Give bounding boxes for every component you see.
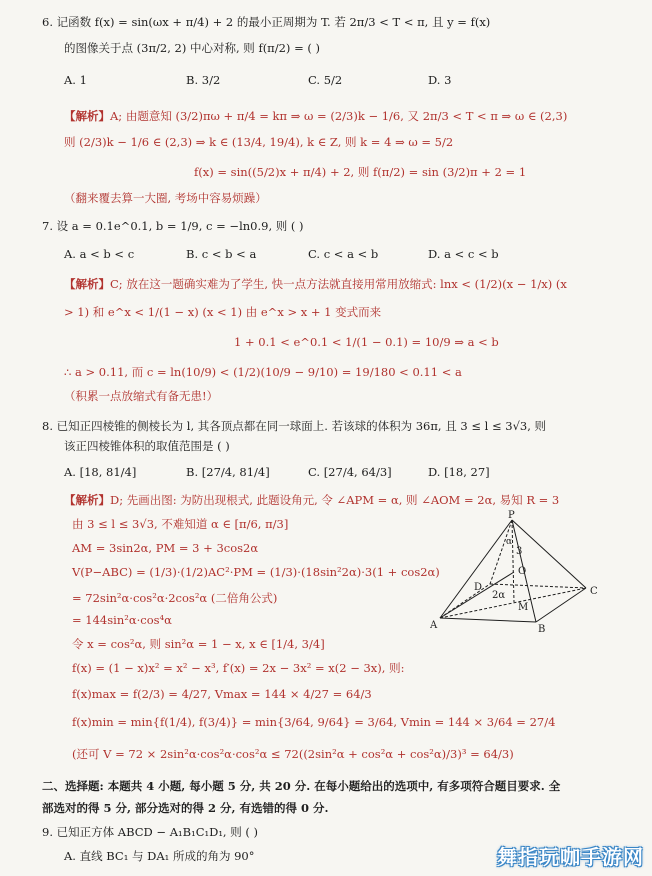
q7-note: （积累一点放缩式有备无患!）	[64, 389, 219, 403]
q6-analysis-line3: f(x) = sin((5/2)x + π/4) + 2, 则 f(π/2) = sin (3/2)π + 2 = 1	[194, 165, 527, 179]
q6-analysis-line2: 则 (2/3)k − 1/6 ∈ (2,3) ⇒ k ∈ (13/4, 19/4), k ∈ Z, 则 k = 4 ⇒ ω = 5/2	[64, 135, 454, 149]
q8-option-b: B. [27/4, 81/4]	[186, 465, 270, 479]
q8-line-7: f(x) = (1 − x)x² = x² − x³, f′(x) = 2x − 3x² = x(2 − 3x), 则:	[72, 661, 405, 675]
q8-analysis-line1	[64, 492, 559, 508]
q8-line-1: 由 3 ≤ l ≤ 3√3, 不难知道 α ∈ [π/6, π/3]	[72, 517, 289, 531]
label-d: D	[474, 582, 483, 593]
label-m: M	[518, 602, 529, 613]
q8-line-2: AM = 3sin2α, PM = 3 + 3cos2α	[72, 541, 259, 555]
q7-option-c: C. c < a < b	[308, 247, 379, 261]
q6-stem-line2: 的图像关于点 (3π/2, 2) 中心对称, 则 f(π/2) = ( )	[64, 41, 320, 55]
base-edge-bc	[536, 588, 586, 622]
section2-line1: 二、选择题: 本题共 4 小题, 每小题 5 分, 共 20 分. 在每小题给出的选项中, 有多项符合题目要求. 全	[42, 779, 561, 793]
label-c: C	[590, 586, 598, 597]
q7-analysis-text1: C; 放在这一题确实难为了学生, 快一点方法就直接用常用放缩式: lnx < (1/2)(x − 1/x) (x	[110, 277, 567, 291]
label-b: B	[538, 624, 546, 634]
q6-note: （翻来覆去算一大圈, 考场中容易烦躁）	[64, 191, 267, 205]
q8-stem-line2: 该正四棱锥体积的取值范围是 ( )	[64, 439, 230, 453]
base-edge-ab	[440, 618, 536, 622]
q7-analysis-tag: 【解析】	[64, 277, 110, 291]
label-o: O	[518, 566, 527, 577]
q7-stem: 7. 设 a = 0.1e^0.1, b = 1/9, c = −ln0.9, 则 ( )	[42, 219, 304, 233]
lateral-edge-pa	[440, 520, 512, 618]
q6-option-b: B. 3/2	[186, 73, 221, 87]
base-edge-dc	[490, 584, 586, 588]
q6-stem-line1: 6. 记函数 f(x) = sin(ωx + π/4) + 2 的最小正周期为 T. 若 2π/3 < T < π, 且 y = f(x)	[42, 15, 491, 29]
q8-option-c: C. [27/4, 64/3]	[308, 465, 392, 479]
q6-analysis-text1: A; 由题意知 (3/2)πω + π/4 = kπ ⇒ ω = (2/3)k − 1/6, 又 2π/3 < T < π ⇒ ω ∈ (2,3)	[110, 109, 568, 123]
q8-line-4: = 72sin²α·cos²α·2cos²α (二倍角公式)	[72, 591, 278, 605]
q6-option-a: A. 1	[64, 73, 87, 87]
q8-line-8: f(x)max = f(2/3) = 4/27, Vmax = 144 × 4/27 = 64/3	[72, 687, 372, 701]
q8-stem-line1: 8. 已知正四棱锥的侧棱长为 l, 其各顶点都在同一球面上. 若该球的体积为 36π, 且 3 ≤ l ≤ 3√3, 则	[42, 419, 547, 433]
label-p: P	[508, 510, 515, 521]
q8-line-3: V(P−ABC) = (1/3)·(1/2)AC²·PM = (1/3)·(18sin²2α)·3(1 + cos2α)	[72, 565, 440, 579]
q8-line-6: 令 x = cos²α, 则 sin²α = 1 − x, x ∈ [1/4, 3/4]	[72, 637, 325, 651]
q9-stem: 9. 已知正方体 ABCD − A₁B₁C₁D₁, 则 ( )	[42, 825, 259, 839]
pyramid-figure	[430, 510, 610, 634]
q7-option-b: B. c < b < a	[186, 247, 257, 261]
section2-line2: 部选对的得 5 分, 部分选对的得 2 分, 有选错的得 0 分.	[42, 801, 329, 815]
q7-analysis-line4: ∴ a > 0.11, 而 c = ln(10/9) < (1/2)(10/9 − 9/10) = 19/180 < 0.11 < a	[64, 365, 462, 379]
q6-option-d: D. 3	[428, 73, 452, 87]
q8-line-5: = 144sin²α·cos⁴α	[72, 613, 172, 627]
q8-analysis-text1: D; 先画出图: 为防出现根式, 此题设角元, 令 ∠APM = α, 则 ∠AOM = 2α, 易知 R = 3	[110, 493, 560, 507]
q8-option-a: A. [18, 81/4]	[64, 465, 137, 479]
q6-option-c: C. 5/2	[308, 73, 343, 87]
label-three: 3	[516, 546, 523, 557]
label-two-alpha: 2α	[492, 590, 506, 601]
q7-analysis-line2: > 1) 和 e^x < 1/(1 − x) (x < 1) 由 e^x > x + 1 变式而来	[64, 305, 382, 319]
q7-option-a: A. a < b < c	[64, 247, 135, 261]
q6-analysis-line1	[64, 108, 567, 124]
lateral-edge-pd	[490, 520, 512, 584]
site-watermark: 舞指玩咖手游网	[497, 845, 644, 869]
lateral-edge-pc	[512, 520, 586, 588]
q7-option-d: D. a < c < b	[428, 247, 499, 261]
label-a: A	[430, 620, 438, 631]
q8-line-9: f(x)min = min{f(1/4), f(3/4)} = min{3/64, 9/64} = 3/64, Vmin = 144 × 3/64 = 27/4	[72, 715, 556, 729]
q8-analysis-tag: 【解析】	[64, 493, 110, 507]
q7-analysis-line3: 1 + 0.1 < e^0.1 < 1/(1 − 0.1) = 10/9 ⇒ a < b	[234, 335, 499, 349]
q7-analysis-line1	[64, 276, 567, 292]
q8-line-10: (还可 V = 72 × 2sin²α·cos²α·cos²α ≤ 72((2sin²α + cos²α + cos²α)/3)³ = 64/3)	[72, 747, 514, 761]
q6-analysis-tag: 【解析】	[64, 109, 110, 123]
q9-option-a: A. 直线 BC₁ 与 DA₁ 所成的角为 90°	[64, 849, 255, 863]
label-alpha: α	[506, 537, 513, 547]
height-pm	[512, 520, 514, 602]
q8-option-d: D. [18, 27]	[428, 465, 490, 479]
